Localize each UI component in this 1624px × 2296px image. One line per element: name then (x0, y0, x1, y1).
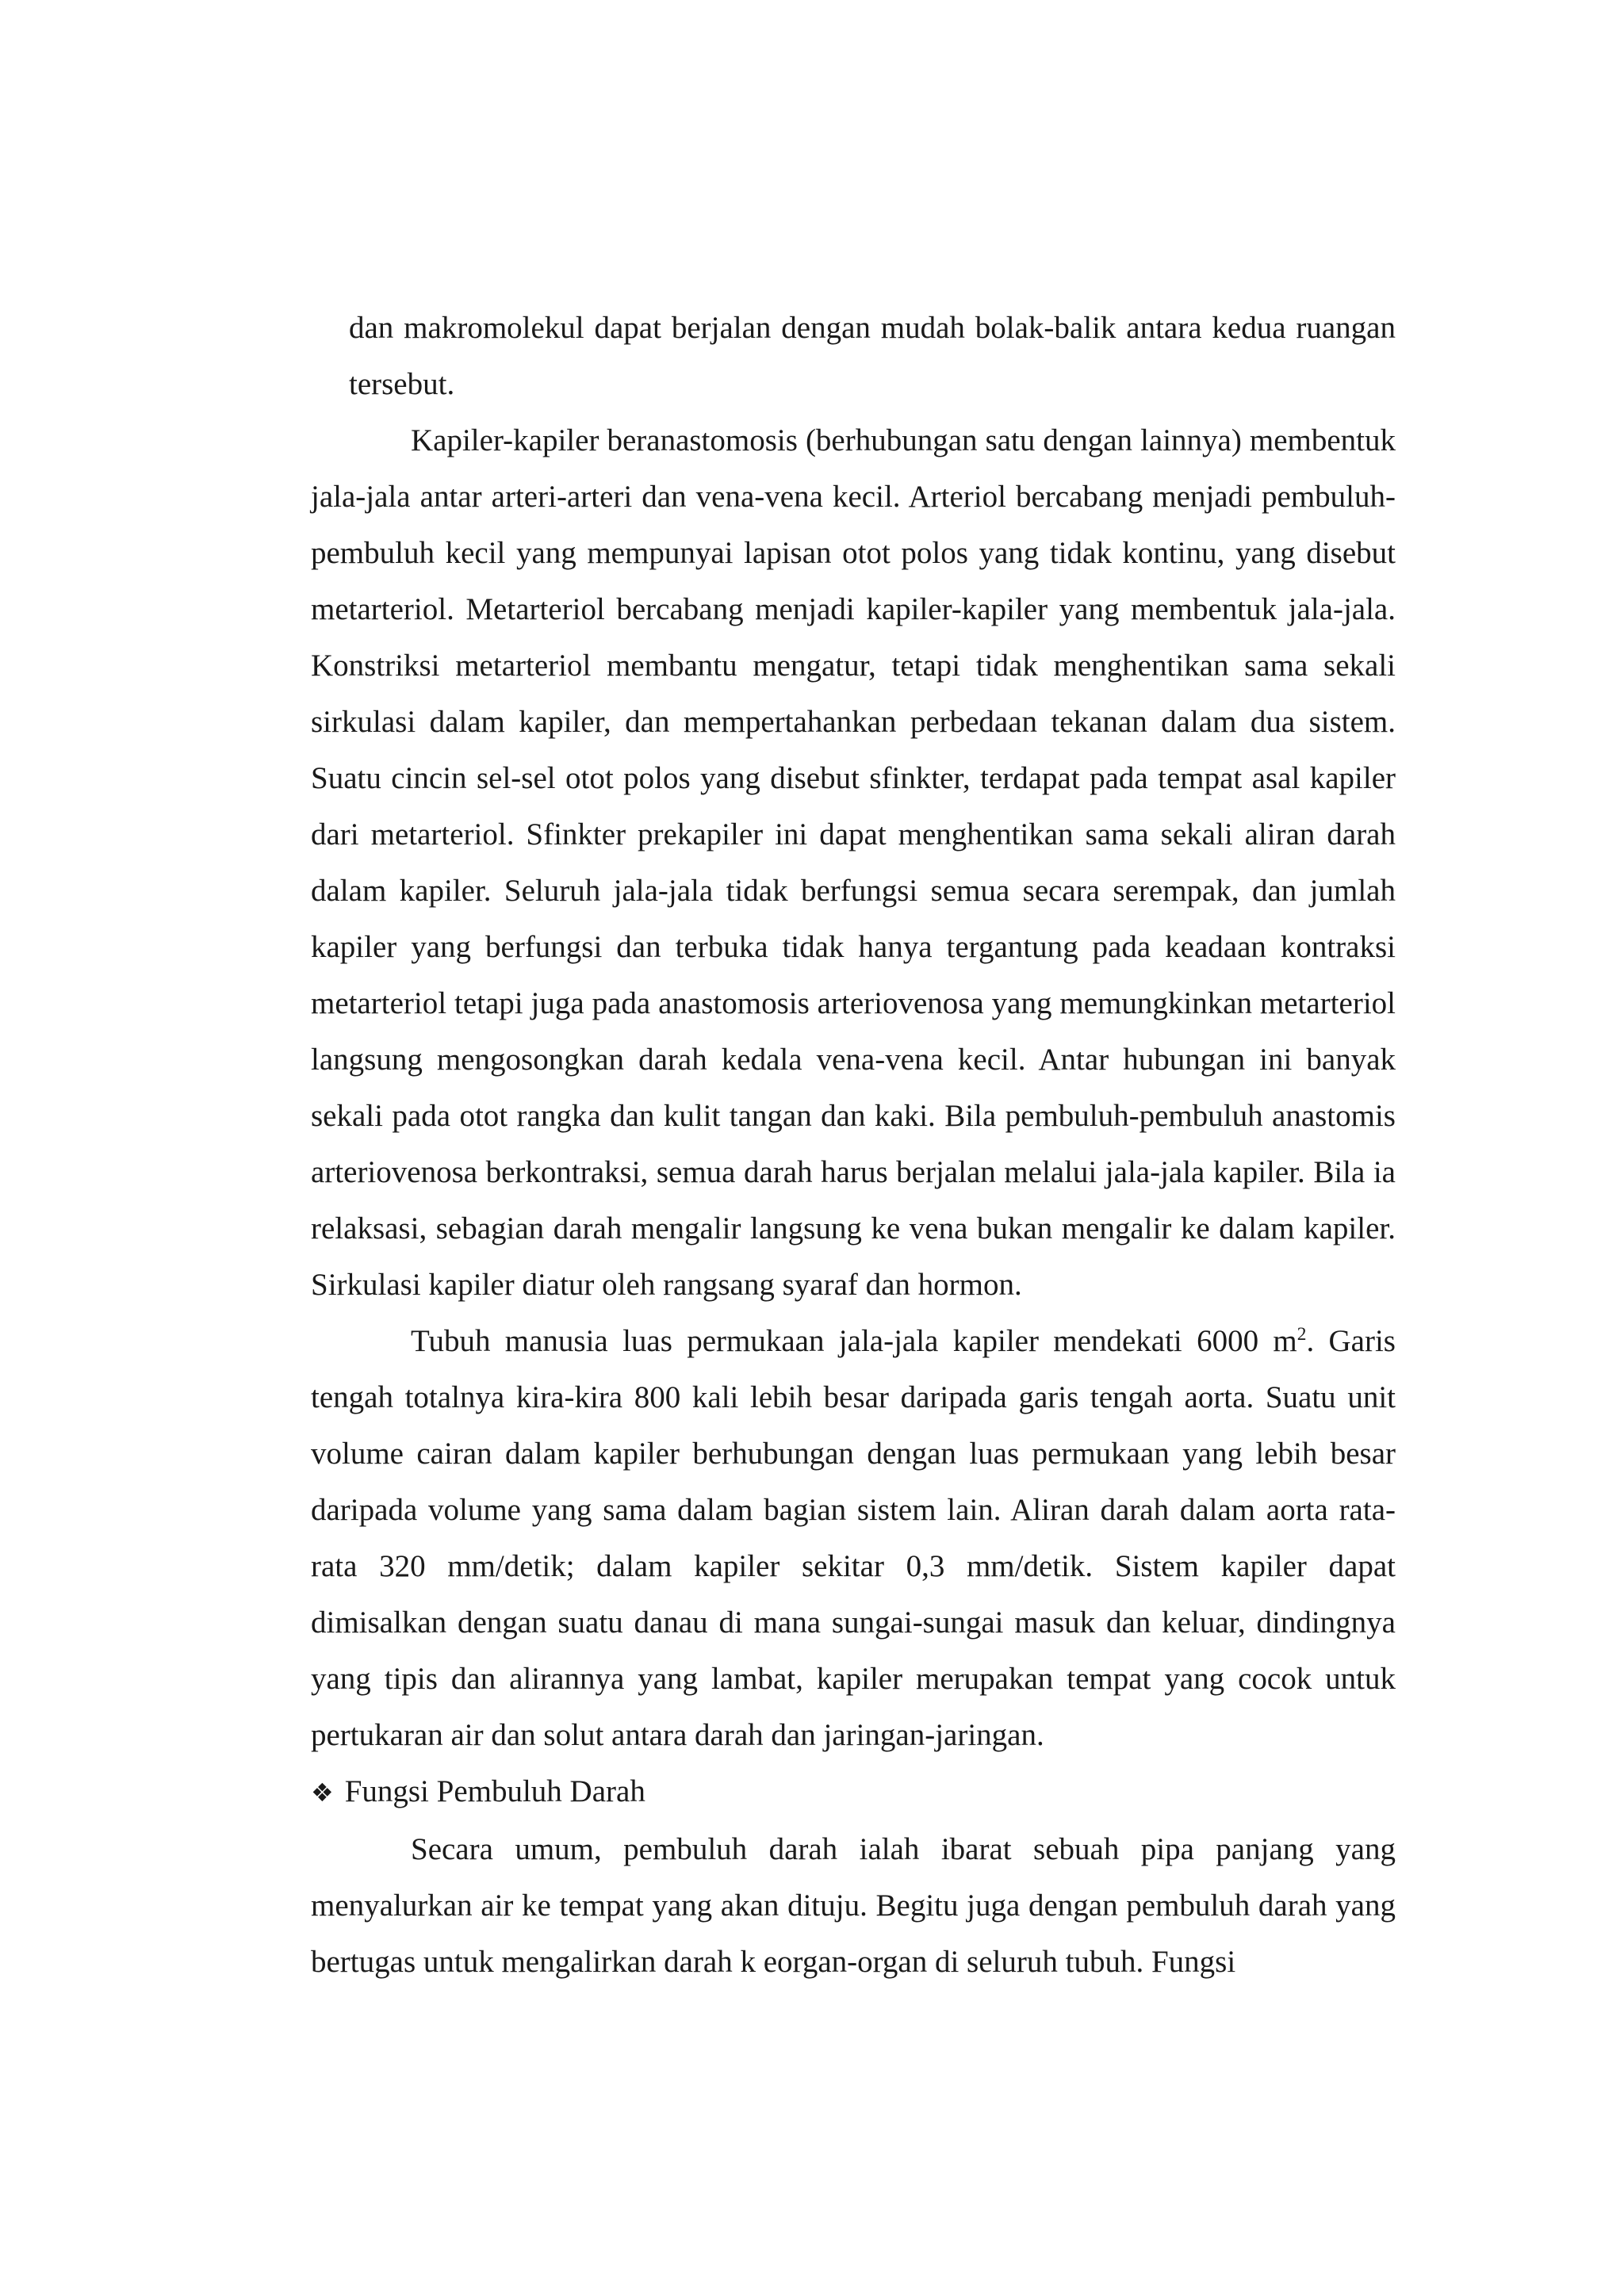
paragraph-luas-text-end: . Garis tengah totalnya kira-kira 800 kali lebih besar daripada garis tengah aorta. Suatu unit volume cairan dalam kapiler berhubungan dengan luas permukaan yang lebih besar daripada volume yang sama dalam bagian sistem lain. Aliran darah dalam aorta rata-rata 320 mm/detik; dalam kapiler sekitar 0,3 mm/detik. Sistem kapiler dapat dimisalkan dengan suatu danau di mana sungai-sungai masuk dan keluar, dindingnya yang tipis dan alirannya yang lambat, kapiler merupakan tempat yang cocok untuk pertukaran air dan solut antara darah dan jaringan-jaringan. (311, 1324, 1396, 1752)
superscript-square: 2 (1297, 1324, 1307, 1345)
paragraph-kapiler-anastomosis: Kapiler-kapiler beranastomosis (berhubungan satu dengan lainnya) membentuk jala-jala antar arteri-arteri dan vena-vena kecil. Arteriol bercabang menjadi pembuluh-pembuluh kecil yang mempunyai lapisan otot polos yang tidak kontinu, yang disebut metarteriol. Metarteriol bercabang menjadi kapiler-kapiler yang membentuk jala-jala. Konstriksi metarteriol membantu mengatur, tetapi tidak menghentikan sama sekali sirkulasi dalam kapiler, dan mempertahankan perbedaan tekanan dalam dua sistem. Suatu cincin sel-sel otot polos yang disebut sfinkter, terdapat pada tempat asal kapiler dari metarteriol. Sfinkter prekapiler ini dapat menghentikan sama sekali aliran darah dalam kapiler. Seluruh jala-jala tidak berfungsi semua secara serempak, dan jumlah kapiler yang berfungsi dan terbuka tidak hanya tergantung pada keadaan kontraksi metarteriol tetapi juga pada anastomosis arteriovenosa yang memungkinkan metarteriol langsung mengosongkan darah kedala vena-vena kecil. Antar hubungan ini banyak sekali pada otot rangka dan kulit tangan dan kaki. Bila pembuluh-pembuluh anastomis arteriovenosa berkontraksi, semua darah harus berjalan melalui jala-jala kapiler. Bila ia relaksasi, sebagian darah mengalir langsung ke vena bukan mengalir ke dalam kapiler. Sirkulasi kapiler diatur oleh rangsang syaraf dan hormon. (311, 423, 1396, 1302)
paragraph-continued: dan makromolekul dapat berjalan dengan mudah bolak-balik antara kedua ruangan tersebut. (349, 311, 1396, 401)
diamond-bullet-icon: ❖ (311, 1777, 334, 1808)
body-text (311, 300, 1396, 1990)
section-heading-text: Fungsi Pembuluh Darah (344, 1774, 645, 1808)
paragraph-fungsi: Secara umum, pembuluh darah ialah ibarat sebuah pipa panjang yang menyalurkan air ke tempat yang akan dituju. Begitu juga dengan pembuluh darah yang bertugas untuk mengalirkan darah k eorgan-organ di seluruh tubuh. Fungsi (311, 1832, 1396, 1979)
paragraph-luas-permukaan (311, 1313, 1396, 1763)
section-heading (311, 1763, 1396, 1821)
paragraph-luas-text-start: Tubuh manusia luas permukaan jala-jala kapiler mendekati 6000 m (411, 1324, 1297, 1358)
